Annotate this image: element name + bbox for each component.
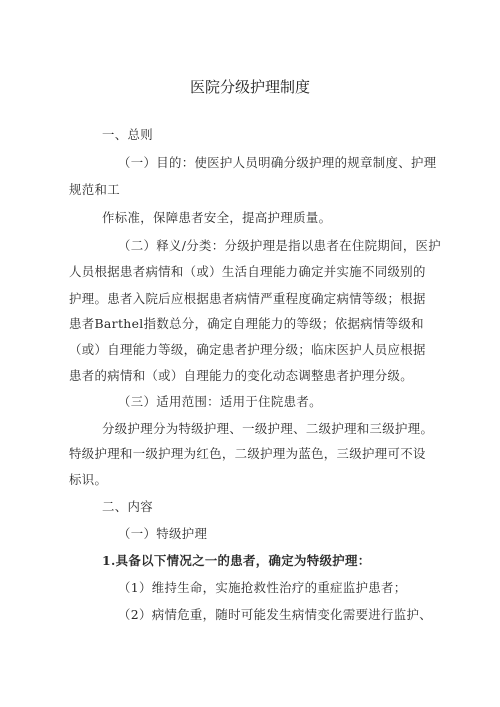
paragraph-line: （或）自理能力等级，确定患者护理分级；临床医护人员应根据 xyxy=(69,342,426,357)
paragraph-line: 作标准，保障患者安全，提高护理质量。 xyxy=(102,210,332,225)
paragraph-line: （一）目的：使医护人员明确分级护理的规章制度、护理 xyxy=(118,155,437,170)
list-item: （2）病情危重，随时可能发生病情变化需要进行监护、 xyxy=(118,607,433,622)
paragraph-line: 患者Barthel指数总分，确定自理能力的等级；依据病情等级和 xyxy=(69,316,424,331)
paragraph-line: 特级护理和一级护理为红色，二级护理为蓝色，三级护理可不设 xyxy=(69,446,426,461)
section-heading-content: 二、内容 xyxy=(102,499,153,514)
paragraph-line: （三）适用范围：适用于住院患者。 xyxy=(118,394,322,409)
paragraph-line: 护理。患者入院后应根据患者病情严重程度确定病情等级；根据 xyxy=(69,291,426,306)
paragraph-line: 规范和工 xyxy=(69,182,120,197)
subsection-heading: （一）特级护理 xyxy=(118,526,208,541)
paragraph-line: 分级护理分为特级护理、一级护理、二级护理和三级护理。 xyxy=(102,421,434,436)
document-title: 医院分级护理制度 xyxy=(189,78,310,96)
list-item: （1）维持生命，实施抢救性治疗的重症监护患者； xyxy=(118,580,407,595)
paragraph-line: 人员根据患者病情和（或）生活自理能力确定并实施不同级别的 xyxy=(69,264,426,279)
paragraph-line: 标识。 xyxy=(69,472,108,487)
paragraph-line: 患者的病情和（或）自理能力的变化动态调整患者护理分级。 xyxy=(69,368,413,383)
section-heading-general: 一、总则 xyxy=(102,127,153,142)
paragraph-line: （二）释义/分类：分级护理是指以患者在住院期间，医护 xyxy=(118,238,442,253)
numbered-item: 1.具备以下情况之一的患者，确定为特级护理： xyxy=(102,553,371,568)
